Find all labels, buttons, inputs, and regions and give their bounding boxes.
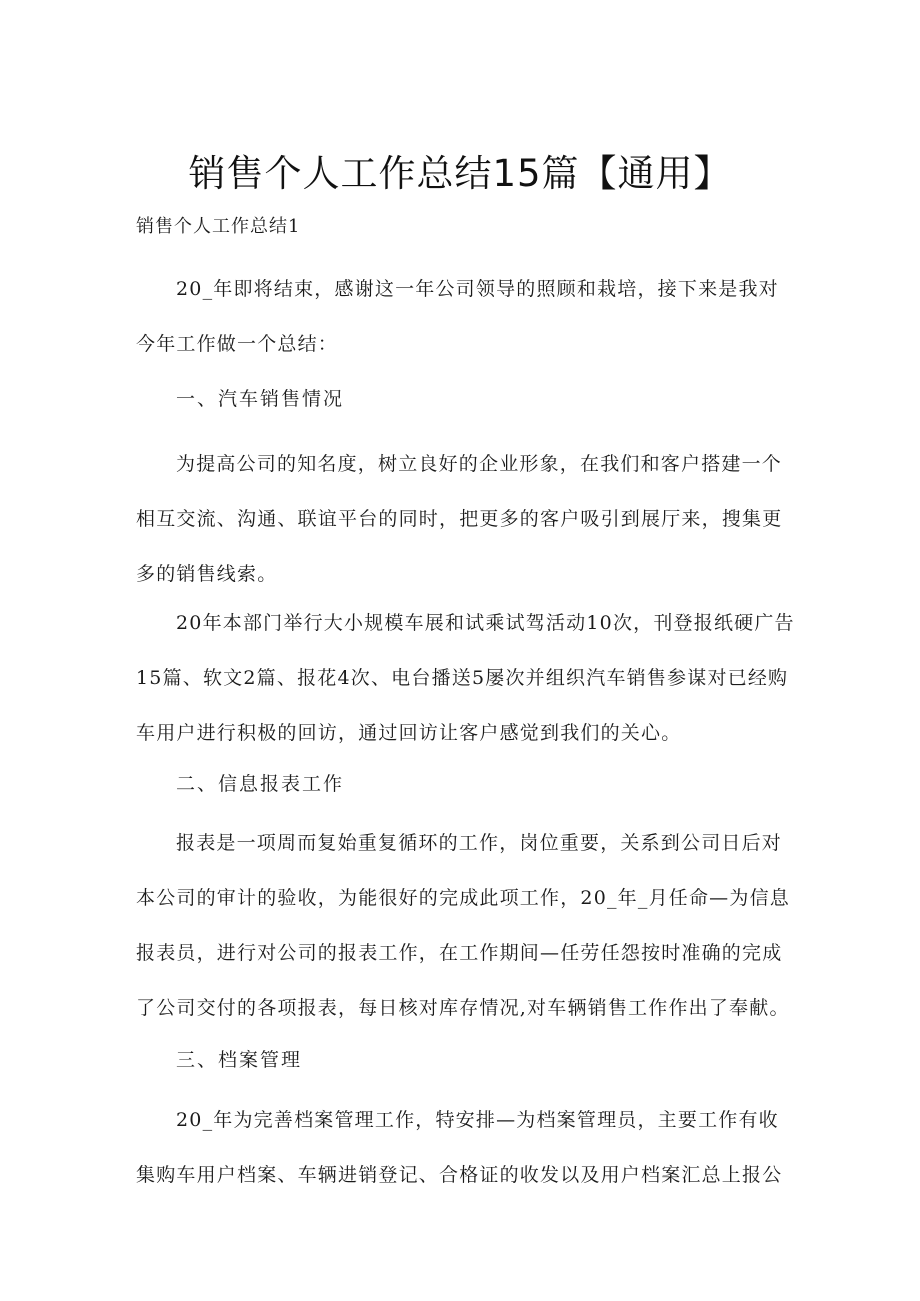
paragraph-line: 为提高公司的知名度，树立良好的企业形象，在我们和客户搭建一个 bbox=[176, 453, 783, 475]
section2-paragraph-1 bbox=[136, 816, 790, 1036]
section-heading-1: 一、汽车销售情况 bbox=[176, 388, 345, 410]
paragraph-line: 多的销售线索。 bbox=[136, 563, 278, 585]
paragraph-line: 相互交流、沟通、联谊平台的同时，把更多的客户吸引到展厅来，搜集更 bbox=[136, 508, 783, 530]
paragraph-line: 20_年为完善档案管理工作，特安排—为档案管理员，主要工作有收 bbox=[176, 1109, 779, 1131]
paragraph-line: 本公司的审计的验收，为能很好的完成此项工作，20_年_月任命—为信息 bbox=[136, 887, 790, 909]
section1-paragraph-1 bbox=[136, 437, 786, 602]
section1-paragraph-2 bbox=[136, 596, 795, 761]
paragraph-line: 了公司交付的各项报表，每日核对库存情况,对车辆销售工作作出了奉献。 bbox=[136, 997, 790, 1019]
paragraph-line: 20年本部门举行大小规模车展和试乘试驾活动10次，刊登报纸硬广告 bbox=[176, 612, 795, 634]
section-heading-2: 二、信息报表工作 bbox=[176, 773, 345, 795]
paragraph-line: 集购车用户档案、车辆进销登记、合格证的收发以及用户档案汇总上报公 bbox=[136, 1164, 783, 1186]
section-heading-3: 三、档案管理 bbox=[176, 1049, 303, 1071]
paragraph-line: 车用户进行积极的回访，通过回访让客户感觉到我们的关心。 bbox=[136, 722, 682, 744]
document-title: 销售个人工作总结15篇【通用】 bbox=[188, 152, 732, 195]
section3-paragraph-1 bbox=[136, 1093, 786, 1203]
paragraph-line: 今年工作做一个总结： bbox=[136, 333, 339, 355]
document-subtitle: 销售个人工作总结1 bbox=[136, 216, 301, 237]
paragraph-line: 报表员，进行对公司的报表工作，在工作期间—任劳任怨按时准确的完成 bbox=[136, 942, 783, 964]
paragraph-line: 20_年即将结束，感谢这一年公司领导的照顾和栽培，接下来是我对 bbox=[176, 278, 779, 300]
paragraph-line: 15篇、软文2篇、报花4次、电台播送5屡次并组织汽车销售参谋对已经购 bbox=[136, 667, 789, 689]
paragraph-line: 报表是一项周而复始重复循环的工作，岗位重要，关系到公司日后对 bbox=[176, 832, 783, 854]
intro-paragraph bbox=[136, 262, 786, 372]
